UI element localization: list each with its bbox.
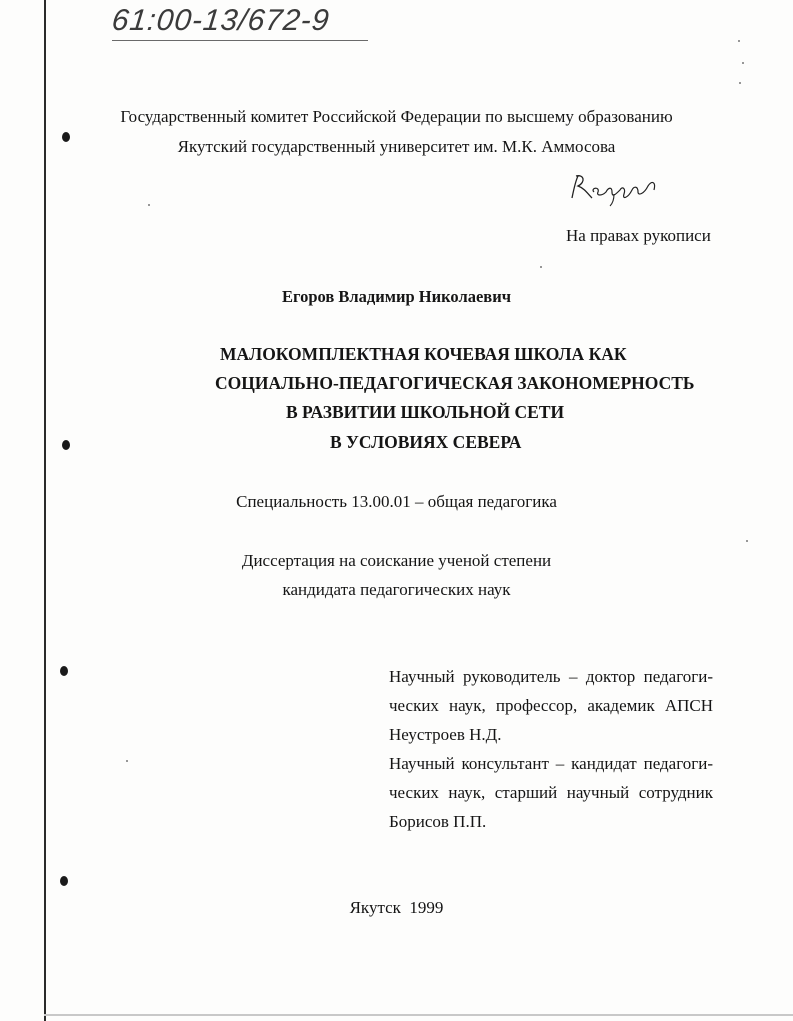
advisor-line: Борисов П.П.: [389, 812, 487, 831]
punch-hole-mark: [60, 876, 68, 886]
archive-code-underline: [112, 40, 368, 41]
title-line-2: СОЦИАЛЬНО-ПЕДАГОГИЧЕСКАЯ ЗАКОНОМЕРНОСТЬ: [215, 373, 695, 393]
scan-speck: [742, 62, 744, 64]
advisor-line: ческих наук, профессор, академик АПСН: [389, 696, 713, 715]
specialty-line: Специальность 13.00.01 – общая педагогика: [236, 492, 557, 511]
punch-hole-mark: [60, 666, 68, 676]
dissertation-line-1: Диссертация на соискание ученой степени: [241, 551, 552, 570]
scan-speck: [739, 82, 741, 84]
advisor-line: ческих наук, старший научный сотрудник: [389, 783, 713, 802]
scan-speck: [746, 540, 748, 542]
author-name: Егоров Владимир Николаевич: [281, 287, 512, 306]
title-line-1: МАЛОКОМПЛЕКТНАЯ КОЧЕВАЯ ШКОЛА КАК: [220, 344, 627, 364]
advisors-block: [389, 662, 713, 836]
advisor-line: Научный руководитель – доктор педагоги-: [389, 667, 713, 686]
dissertation-line-2: кандидата педагогических наук: [282, 580, 511, 599]
committee-line: Государственный комитет Российской Федерации по высшему образованию: [120, 107, 673, 126]
title-line-3: В РАЗВИТИИ ШКОЛЬНОЙ СЕТИ: [286, 402, 565, 422]
scan-speck: [738, 40, 740, 42]
title-line-4: В УСЛОВИЯХ СЕВЕРА: [330, 432, 522, 452]
scan-speck: [540, 266, 542, 268]
advisor-line: Неустроев Н.Д.: [389, 725, 502, 744]
city-year: Якутск 1999: [349, 898, 444, 917]
bottom-scan-edge: [44, 1014, 793, 1016]
author-signature: [566, 168, 666, 208]
advisor-line: Научный консультант – кандидат педагоги-: [389, 754, 713, 773]
scan-speck: [126, 760, 128, 762]
punch-hole-mark: [62, 440, 70, 450]
archive-code-handwritten: 61:00-13/672-9: [110, 4, 332, 37]
scan-speck: [148, 204, 150, 206]
university-line: Якутский государственный университет им. М.К. Аммосова: [177, 137, 616, 156]
rights-note: На правах рукописи: [566, 226, 711, 245]
